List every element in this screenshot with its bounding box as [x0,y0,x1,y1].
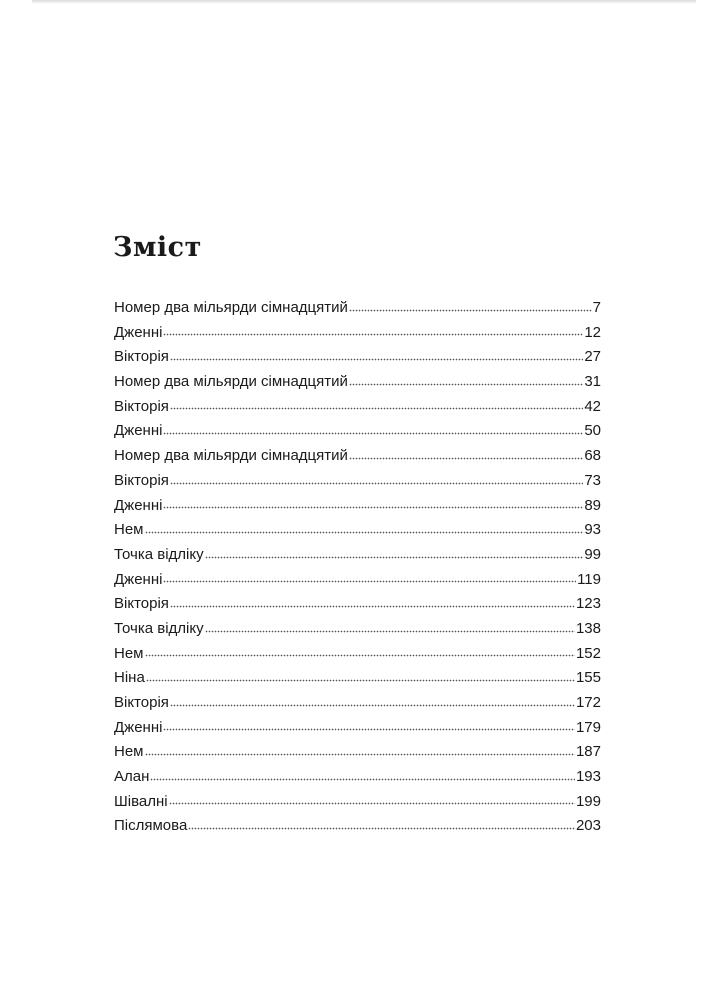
dot-leader [145,741,575,756]
toc-entry [114,592,601,617]
toc-entry-page-number: 31 [584,373,601,391]
toc-entry-page-number: 155 [575,669,601,687]
toc-entry-title: Вікторія [114,694,169,711]
toc-entry [114,814,601,839]
toc-entry-page-number: 199 [575,792,601,810]
dot-leader [163,717,575,732]
dot-leader [188,815,575,830]
toc-entry [114,469,601,494]
toc-entry-page-number: 99 [584,545,601,563]
toc-entry [114,642,601,667]
dot-leader [146,667,575,682]
toc-entry [114,395,601,420]
toc-entry-page-number: 123 [575,595,601,613]
toc-entry-title: Дженні [114,323,163,341]
dot-leader [205,544,584,559]
toc-entry [114,494,601,519]
toc-entry [114,518,601,543]
toc-entry-page-number: 138 [575,619,601,637]
dot-leader [163,569,576,584]
dot-leader [349,445,583,460]
toc-entry-page-number: 50 [584,422,601,440]
toc-entry [114,444,601,469]
dot-leader [150,766,575,781]
dot-leader [349,371,583,386]
toc-entry-title: Дженні [114,422,163,440]
toc-entry-page-number: 73 [584,471,601,489]
dot-leader [170,692,575,707]
toc-entry-page-number: 93 [584,521,601,539]
toc-entry-title: Алан [114,768,150,786]
toc-entry-page-number: 203 [575,817,601,835]
dot-leader [163,495,583,510]
toc-entry-title: Номер два мільярди сімнадцятий [114,447,348,465]
toc-entry-page-number: 152 [575,644,601,662]
toc-entry-title: Нем [114,644,144,662]
toc-entry [114,666,601,691]
toc-entry-page-number: 172 [575,694,601,711]
toc-entry-page-number: 42 [584,397,601,415]
toc-entry [114,740,601,765]
toc-entry [114,617,601,642]
toc-entry-page-number: 193 [575,768,601,786]
toc-entry-page-number: 89 [584,496,601,514]
toc-entry-title: Дженні [114,496,163,514]
toc-entry-title: Точка відліку [114,619,204,637]
toc-entry [114,765,601,790]
toc-entry-title: Точка відліку [114,545,204,563]
toc-entry-title: Вікторія [114,348,169,366]
dot-leader [169,791,575,806]
toc-entry-title: Дженні [114,570,163,588]
toc-entry-title: Вікторія [114,595,169,613]
dot-leader [205,618,575,633]
dot-leader [145,519,584,534]
toc-entry-page-number: 7 [592,299,601,316]
toc-entry-title: Номер два мільярди сімнадцятий [114,299,348,316]
dot-leader [170,396,583,411]
toc-entry [114,296,601,321]
toc-entry [114,370,601,395]
toc-entry [114,790,601,815]
toc-entry [114,543,601,568]
toc-entry-page-number: 27 [584,348,601,366]
toc-entry-page-number: 179 [575,718,601,736]
toc-entry [114,345,601,370]
toc-entry [114,691,601,716]
toc-list [114,296,601,839]
toc-entry [114,568,601,593]
toc-entry [114,321,601,346]
toc-entry-title: Вікторія [114,397,169,415]
toc-entry-title: Післямова [114,817,188,835]
toc-entry-title: Нем [114,521,144,539]
toc-entry-title: Ніна [114,669,145,687]
toc-entry-page-number: 12 [584,323,601,341]
toc-entry-title: Нем [114,743,144,761]
toc-entry [114,419,601,444]
toc-title: Зміст [113,232,202,263]
toc-entry-title: Шівалні [114,792,168,810]
dot-leader [170,593,575,608]
toc-entry-title: Вікторія [114,471,169,489]
dot-leader [163,322,583,337]
toc-entry-page-number: 119 [577,570,601,588]
toc-entry-title: Номер два мільярди сімнадцятий [114,373,348,391]
toc-entry [114,716,601,741]
toc-entry-title: Дженні [114,718,163,736]
dot-leader [163,420,583,435]
dot-leader [145,643,575,658]
toc-entry-page-number: 187 [575,743,601,761]
dot-leader [170,346,583,361]
dot-leader [170,470,583,485]
dot-leader [349,297,592,312]
toc-entry-page-number: 68 [584,447,601,465]
